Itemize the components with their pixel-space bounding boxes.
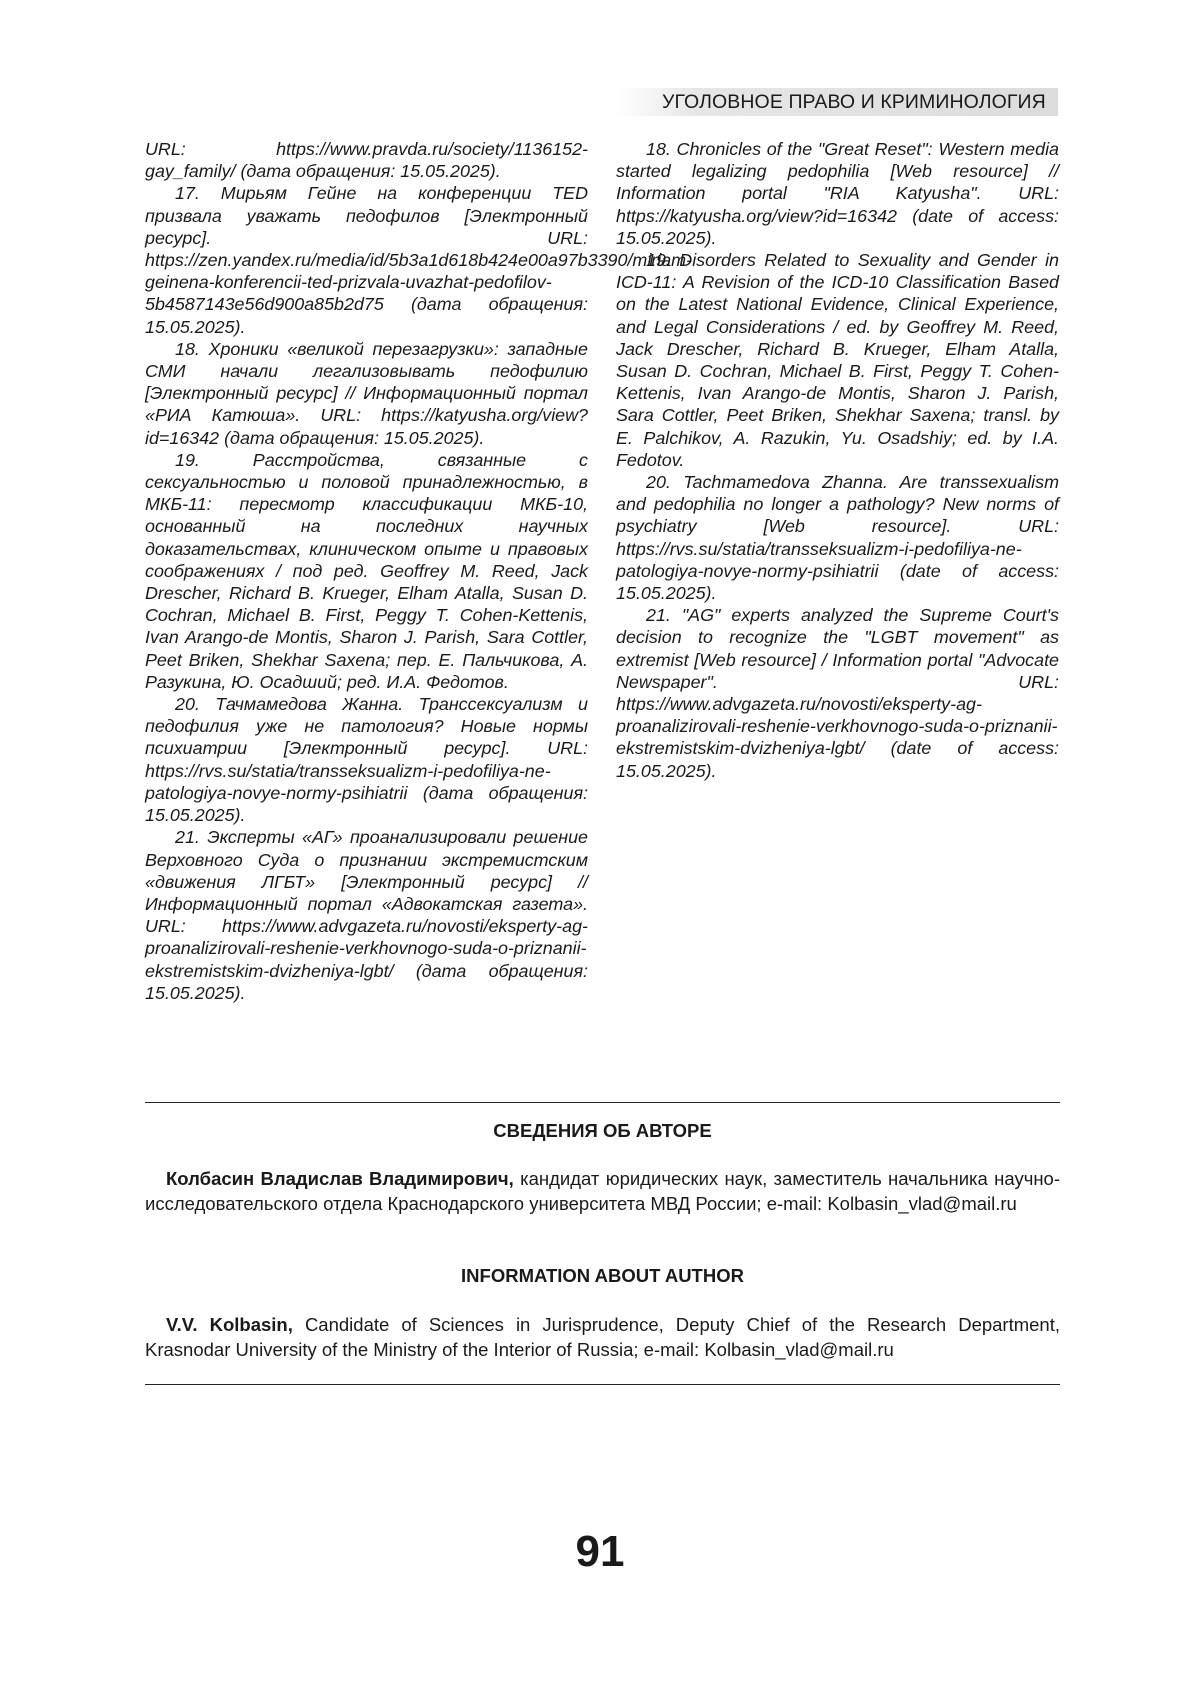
reference-item: 18. Chronicles of the "Great Reset": Western media started legalizing pedophilia [Web resource] // Information portal "RIA Katyusha". URL: https://katyusha.org/view?id=16342 (date of access: 15.05.2025). [616,139,1059,248]
author-name-english: V.V. Kolbasin, [166,1314,293,1335]
references-column-russian [145,138,693,1004]
author-name-russian: Колбасин Владислав Владимирович, [166,1168,514,1189]
references-column-english [616,138,1059,782]
author-info-russian [145,1167,1060,1216]
reference-item: 21. Эксперты «АГ» проанализировали решение Верховного Суда о признании экстремистским «движения ЛГБТ» [Электронный ресурс] // Информационный портал «Адвокатская газета». URL: https://www.advgazeta.ru/novosti/eksperty-ag-proanalizirovali-reshenie-verkhovnogo-suda-o-priznanii-ekstremistskim-dvizheniya-lgbt/ (дата обращения: 15.05.2025). [145,827,588,1003]
reference-item: 19. Disorders Related to Sexuality and Gender in ICD-11: A Revision of the ICD-10 Classification Based on the Latest National Evidence, Clinical Experience, and Legal Considerations / ed. by Geoffrey M. Reed, Jack Drescher, Richard B. Krueger, Elham Atalla, Susan D. Cochran, Michael B. First, Peggy T. Cohen-Kettenis, Ivan Arango-de Montis, Sharon J. Parish, Sara Cottler, Peet Briken, Shekhar Saxena; transl. by E. Palchikov, A. Razukin, Yu. Osadshiy; ed. by I.A. Fedotov. [616,250,1059,470]
reference-item: 17. Мирьям Гейне на конференции TED призвала уважать педофилов [Электронный ресурс]. URL: https://zen.yandex.ru/media/id/5b3a1d618b424e00a97b3390/miriam-geinena-konferencii-ted-prizvala-uvazhat-pedofilov-5b4587143e56d900a85b2d75 (дата обращения: 15.05.2025). [145,183,693,337]
divider-bottom [145,1384,1060,1385]
section-title-header: УГОЛОВНОЕ ПРАВО И КРИМИНОЛОГИЯ [662,91,1046,113]
reference-item: 21. "AG" experts analyzed the Supreme Court's decision to recognize the "LGBT movement" as extremist [Web resource] / Information portal "Advocate Newspaper". URL: https://www.advgazeta.ru/novosti/eksperty-ag-proanalizirovali-reshenie-verkhovnogo-suda-o-priznanii-ekstremistskim-dvizheniya-lgbt/ (date of access: 15.05.2025). [616,605,1059,781]
reference-item: 20. Тачмамедова Жанна. Транссексуализм и педофилия уже не патология? Новые нормы психиатрии [Электронный ресурс]. URL: https://rvs.su/statia/transseksualizm-i-pedofiliya-ne-patologiya-novye-normy-psihiatrii (дата обращения: 15.05.2025). [145,694,588,826]
author-details-russian: кандидат юридических наук, заместитель начальника научно-исследовательского отдела Краснодарского университета МВД России; e-mail: Kolbasin_vlad@mail.ru [145,1168,1060,1214]
reference-item: URL: https://www.pravda.ru/society/1136152-gay_family/ (дата обращения: 15.05.2025). [145,139,588,182]
author-heading-english: INFORMATION ABOUT AUTHOR [461,1265,744,1286]
author-details-english: Candidate of Sciences in Jurisprudence, Deputy Chief of the Research Department, Krasnodar University of the Ministry of the Interior of Russia; e-mail: Kolbasin_vlad@mail.ru [145,1314,1060,1360]
running-header [617,88,1058,116]
page-number: 91 [575,1527,625,1576]
reference-item: 20. Tachmamedova Zhanna. Are transsexualism and pedophilia no longer a pathology? New norms of psychiatry [Web resource]. URL: https://rvs.su/statia/transseksualizm-i-pedofiliya-ne-patologiya-novye-normy-psihiatrii (date of access: 15.05.2025). [616,472,1059,604]
author-info-english [145,1313,1060,1362]
author-heading-russian: СВЕДЕНИЯ ОБ АВТОРЕ [493,1120,712,1141]
reference-item: 18. Хроники «великой перезагрузки»: западные СМИ начали легализовывать педофилию [Электронный ресурс] // Информационный портал «РИА Катюша». URL: https://katyusha.org/view?id=16342 (дата обращения: 15.05.2025). [145,338,588,448]
reference-item: 19. Расстройства, связанные с сексуальностью и половой принадлежностью, в МКБ-11: пересмотр классификации МКБ-10, основанный на последних научных доказательствах, клиническом опыте и правовых соображениях / под ред. Geoffrey M. Reed, Jack Drescher, Richard B. Krueger, Elham Atalla, Susan D. Cochran, Michael B. First, Peggy T. Cohen-Kettenis, Ivan Arango-de Montis, Sharon J. Parish, Sara Cottler, Peet Briken, Shekhar Saxena; пер. Е. Пальчикова, А. Разукина, Ю. Осадший; ред. И.А. Федотов. [145,449,588,692]
divider-top [145,1102,1060,1103]
